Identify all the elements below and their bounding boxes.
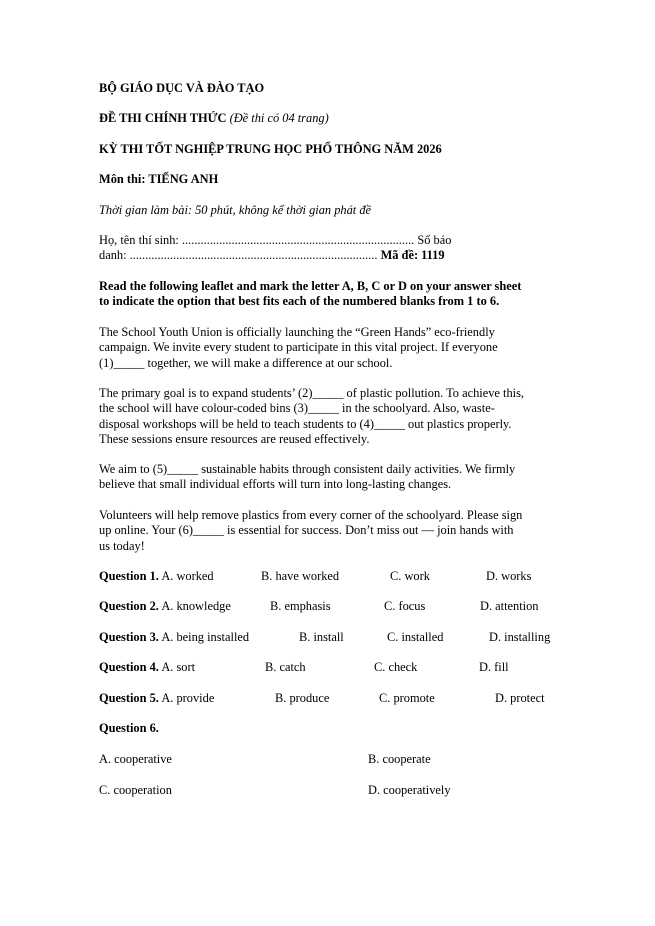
- question-3: [99, 630, 579, 646]
- question-label: Question 3. A. being installed: [99, 630, 250, 644]
- option-b[interactable]: B. install: [299, 630, 344, 644]
- passage-line: up online. Your (6)_____ is essential for success. Don’t miss out — join hands with: [99, 523, 514, 538]
- option-c[interactable]: C. check: [374, 660, 418, 674]
- passage-line: us today!: [99, 538, 145, 553]
- passage-line: We aim to (5)_____ sustainable habits through consistent daily activities. We firmly: [99, 462, 516, 476]
- option-c[interactable]: C. installed: [387, 630, 444, 644]
- question-1: [99, 569, 579, 585]
- exam-code: Mã đề: 1119: [380, 248, 445, 263]
- official-label: ĐỀ THI CHÍNH THỨC: [99, 111, 227, 125]
- exam-title: KỲ THI TỐT NGHIỆP TRUNG HỌC PHỔ THÔNG NĂM 2026: [99, 142, 442, 156]
- option-d[interactable]: D. installing: [489, 630, 551, 644]
- option-c[interactable]: C. promote: [379, 691, 435, 705]
- time-note: Thời gian làm bài: 50 phút, không kể thời gian phát đề: [99, 203, 372, 217]
- subject-title: Môn thi: TIẾNG ANH: [99, 172, 219, 186]
- passage-line: campaign. We invite every student to participate in this vital project. If everyone: [99, 340, 498, 355]
- option-d[interactable]: D. protect: [495, 691, 545, 705]
- official-exam-line: [99, 111, 559, 126]
- candidate-number-dots: danh: ................................................................................: [99, 248, 378, 263]
- option-b[interactable]: B. catch: [265, 660, 306, 674]
- passage-paragraph-2: [99, 386, 559, 447]
- ministry-name: BỘ GIÁO DỤC VÀ ĐÀO TẠO: [99, 81, 265, 95]
- option-d[interactable]: D. works: [486, 569, 532, 583]
- question-6-option-c[interactable]: C. cooperation: [99, 783, 172, 797]
- candidate-number-line: [99, 248, 559, 263]
- passage-line: The School Youth Union is officially launching the “Green Hands” eco-friendly: [99, 325, 495, 339]
- option-c[interactable]: C. work: [390, 569, 430, 583]
- passage-line: The primary goal is to expand students’ (2)_____ of plastic pollution. To achieve this,: [99, 386, 525, 400]
- question-4: [99, 660, 579, 676]
- option-d[interactable]: D. fill: [479, 660, 509, 674]
- option-c[interactable]: C. focus: [384, 599, 426, 613]
- question-label: Question 2. A. knowledge: [99, 599, 231, 613]
- instruction-line: Read the following leaflet and mark the letter A, B, C or D on your answer sheet: [99, 279, 522, 293]
- instruction-line: to indicate the option that best fits each of the numbered blanks from 1 to 6.: [99, 294, 500, 309]
- option-b[interactable]: B. produce: [275, 691, 330, 705]
- passage-line: the school will have colour-coded bins (3)_____ in the schoolyard. Also, waste-: [99, 401, 495, 416]
- question-2: [99, 599, 579, 615]
- passage-paragraph-4: [99, 508, 559, 554]
- question-6-label: Question 6.: [99, 721, 159, 735]
- passage-line: believe that small individual efforts will turn into long-lasting changes.: [99, 477, 452, 492]
- question-label: Question 5. A. provide: [99, 691, 215, 705]
- question-6-option-b[interactable]: B. cooperate: [368, 752, 431, 766]
- passage-line: disposal workshops will be held to teach students to (4)_____ out plastics properly.: [99, 416, 512, 431]
- question-5: [99, 691, 579, 707]
- option-b[interactable]: B. emphasis: [270, 599, 331, 613]
- question-label: Question 1. A. worked: [99, 569, 214, 583]
- passage-paragraph-1: [99, 325, 559, 371]
- passage-line: These sessions ensure resources are reused effectively.: [99, 431, 370, 446]
- passage-line: Volunteers will help remove plastics from every corner of the schoolyard. Please sign: [99, 508, 523, 522]
- passage-paragraph-3: [99, 462, 559, 493]
- option-d[interactable]: D. attention: [480, 599, 539, 613]
- candidate-info: [99, 233, 559, 264]
- instruction: [99, 279, 559, 310]
- pages-note: (Đề thi có 04 trang): [229, 111, 329, 125]
- question-label: Question 4. A. sort: [99, 660, 196, 674]
- candidate-name-line: Họ, tên thí sinh: ........................................................................... Số báo: [99, 233, 452, 247]
- option-b[interactable]: B. have worked: [261, 569, 340, 583]
- question-6-option-a[interactable]: A. cooperative: [99, 752, 172, 766]
- passage-line: (1)_____ together, we will make a difference at our school.: [99, 355, 393, 370]
- question-6-option-d[interactable]: D. cooperatively: [368, 783, 451, 797]
